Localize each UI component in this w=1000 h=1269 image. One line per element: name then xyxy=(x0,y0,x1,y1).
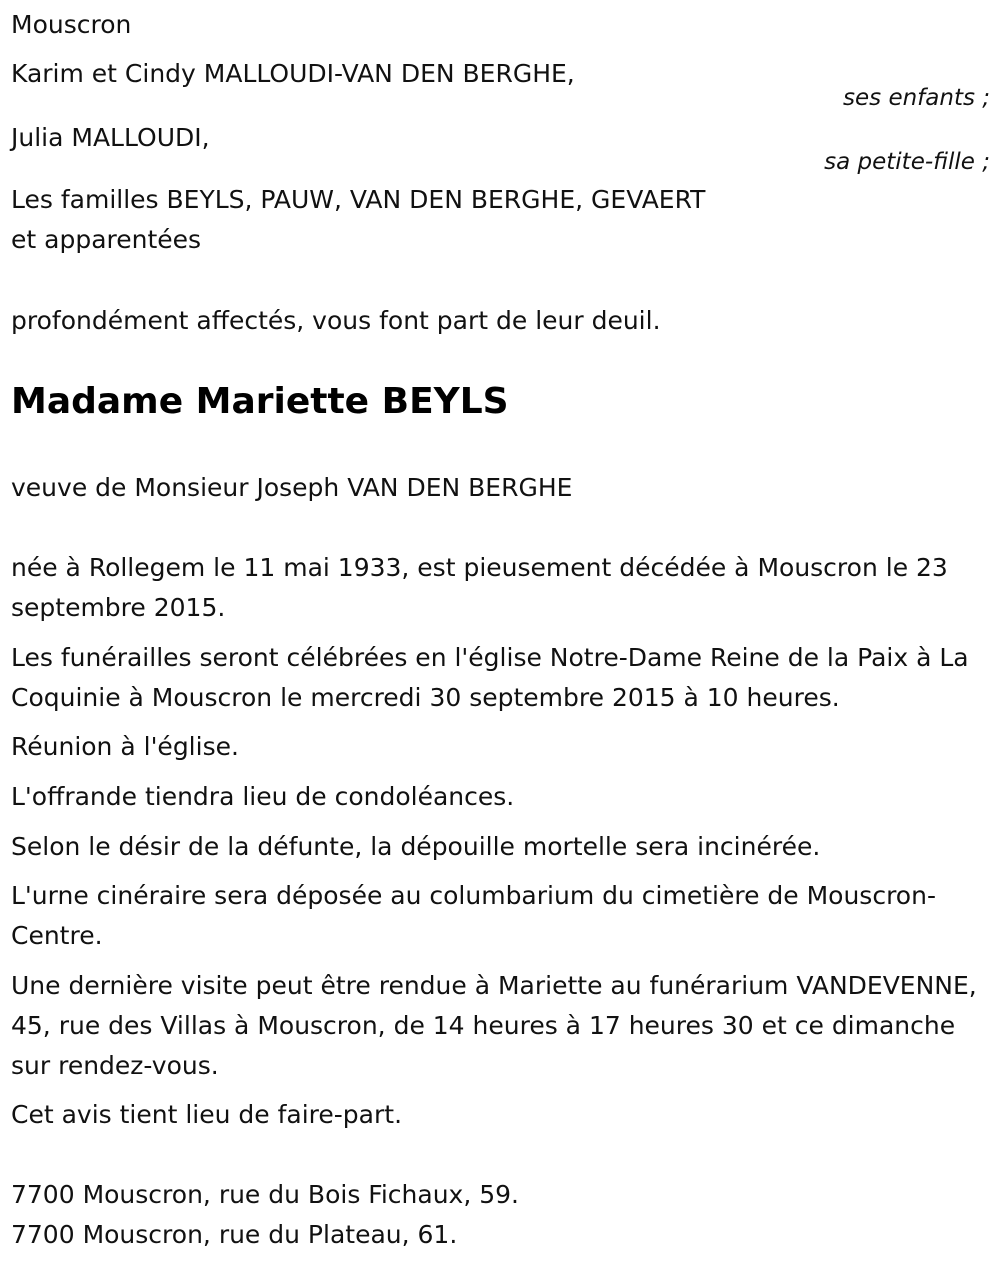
paragraph-cremation: Selon le désir de la défunte, la dépouille mortelle sera incinérée. xyxy=(11,832,821,861)
paragraph-reunion: Réunion à l'église. xyxy=(11,732,239,761)
granddaughter-role: sa petite-fille ; xyxy=(824,149,990,175)
deceased-name: Madame Mariette BEYLS xyxy=(11,381,509,422)
address-2: 7700 Mouscron, rue du Plateau, 61. xyxy=(11,1220,458,1249)
children-role: ses enfants ; xyxy=(843,85,990,111)
granddaughter-name: Julia MALLOUDI, xyxy=(11,123,210,152)
paragraph-birth-death: née à Rollegem le 11 mai 1933, est pieusement décédée à Mouscron le 23 septembre 2015. xyxy=(11,553,948,622)
paragraph-offering: L'offrande tiendra lieu de condoléances. xyxy=(11,782,515,811)
families-line-1: Les familles BEYLS, PAUW, VAN DEN BERGHE, GEVAERT xyxy=(11,185,706,214)
address-1: 7700 Mouscron, rue du Bois Fichaux, 59. xyxy=(11,1180,519,1209)
announcement: profondément affectés, vous font part de leur deuil. xyxy=(11,306,661,335)
city: Mouscron xyxy=(11,10,132,39)
paragraph-visit: Une dernière visite peut être rendue à Mariette au funérarium VANDEVENNE, 45, rue des Villas à Mouscron, de 14 heures à 17 heures 30 et ce dimanche sur rendez-vous. xyxy=(11,971,977,1080)
children-names: Karim et Cindy MALLOUDI-VAN DEN BERGHE, xyxy=(11,59,575,88)
paragraph-funeral: Les funérailles seront célébrées en l'église Notre-Dame Reine de la Paix à La Coquinie à Mouscron le mercredi 30 septembre 2015 à 10 heures. xyxy=(11,643,969,712)
paragraph-urn: L'urne cinéraire sera déposée au columbarium du cimetière de Mouscron-Centre. xyxy=(11,881,936,950)
widow-of: veuve de Monsieur Joseph VAN DEN BERGHE xyxy=(11,473,573,502)
paragraph-faire-part: Cet avis tient lieu de faire-part. xyxy=(11,1100,403,1129)
families-line-2: et apparentées xyxy=(11,225,202,254)
